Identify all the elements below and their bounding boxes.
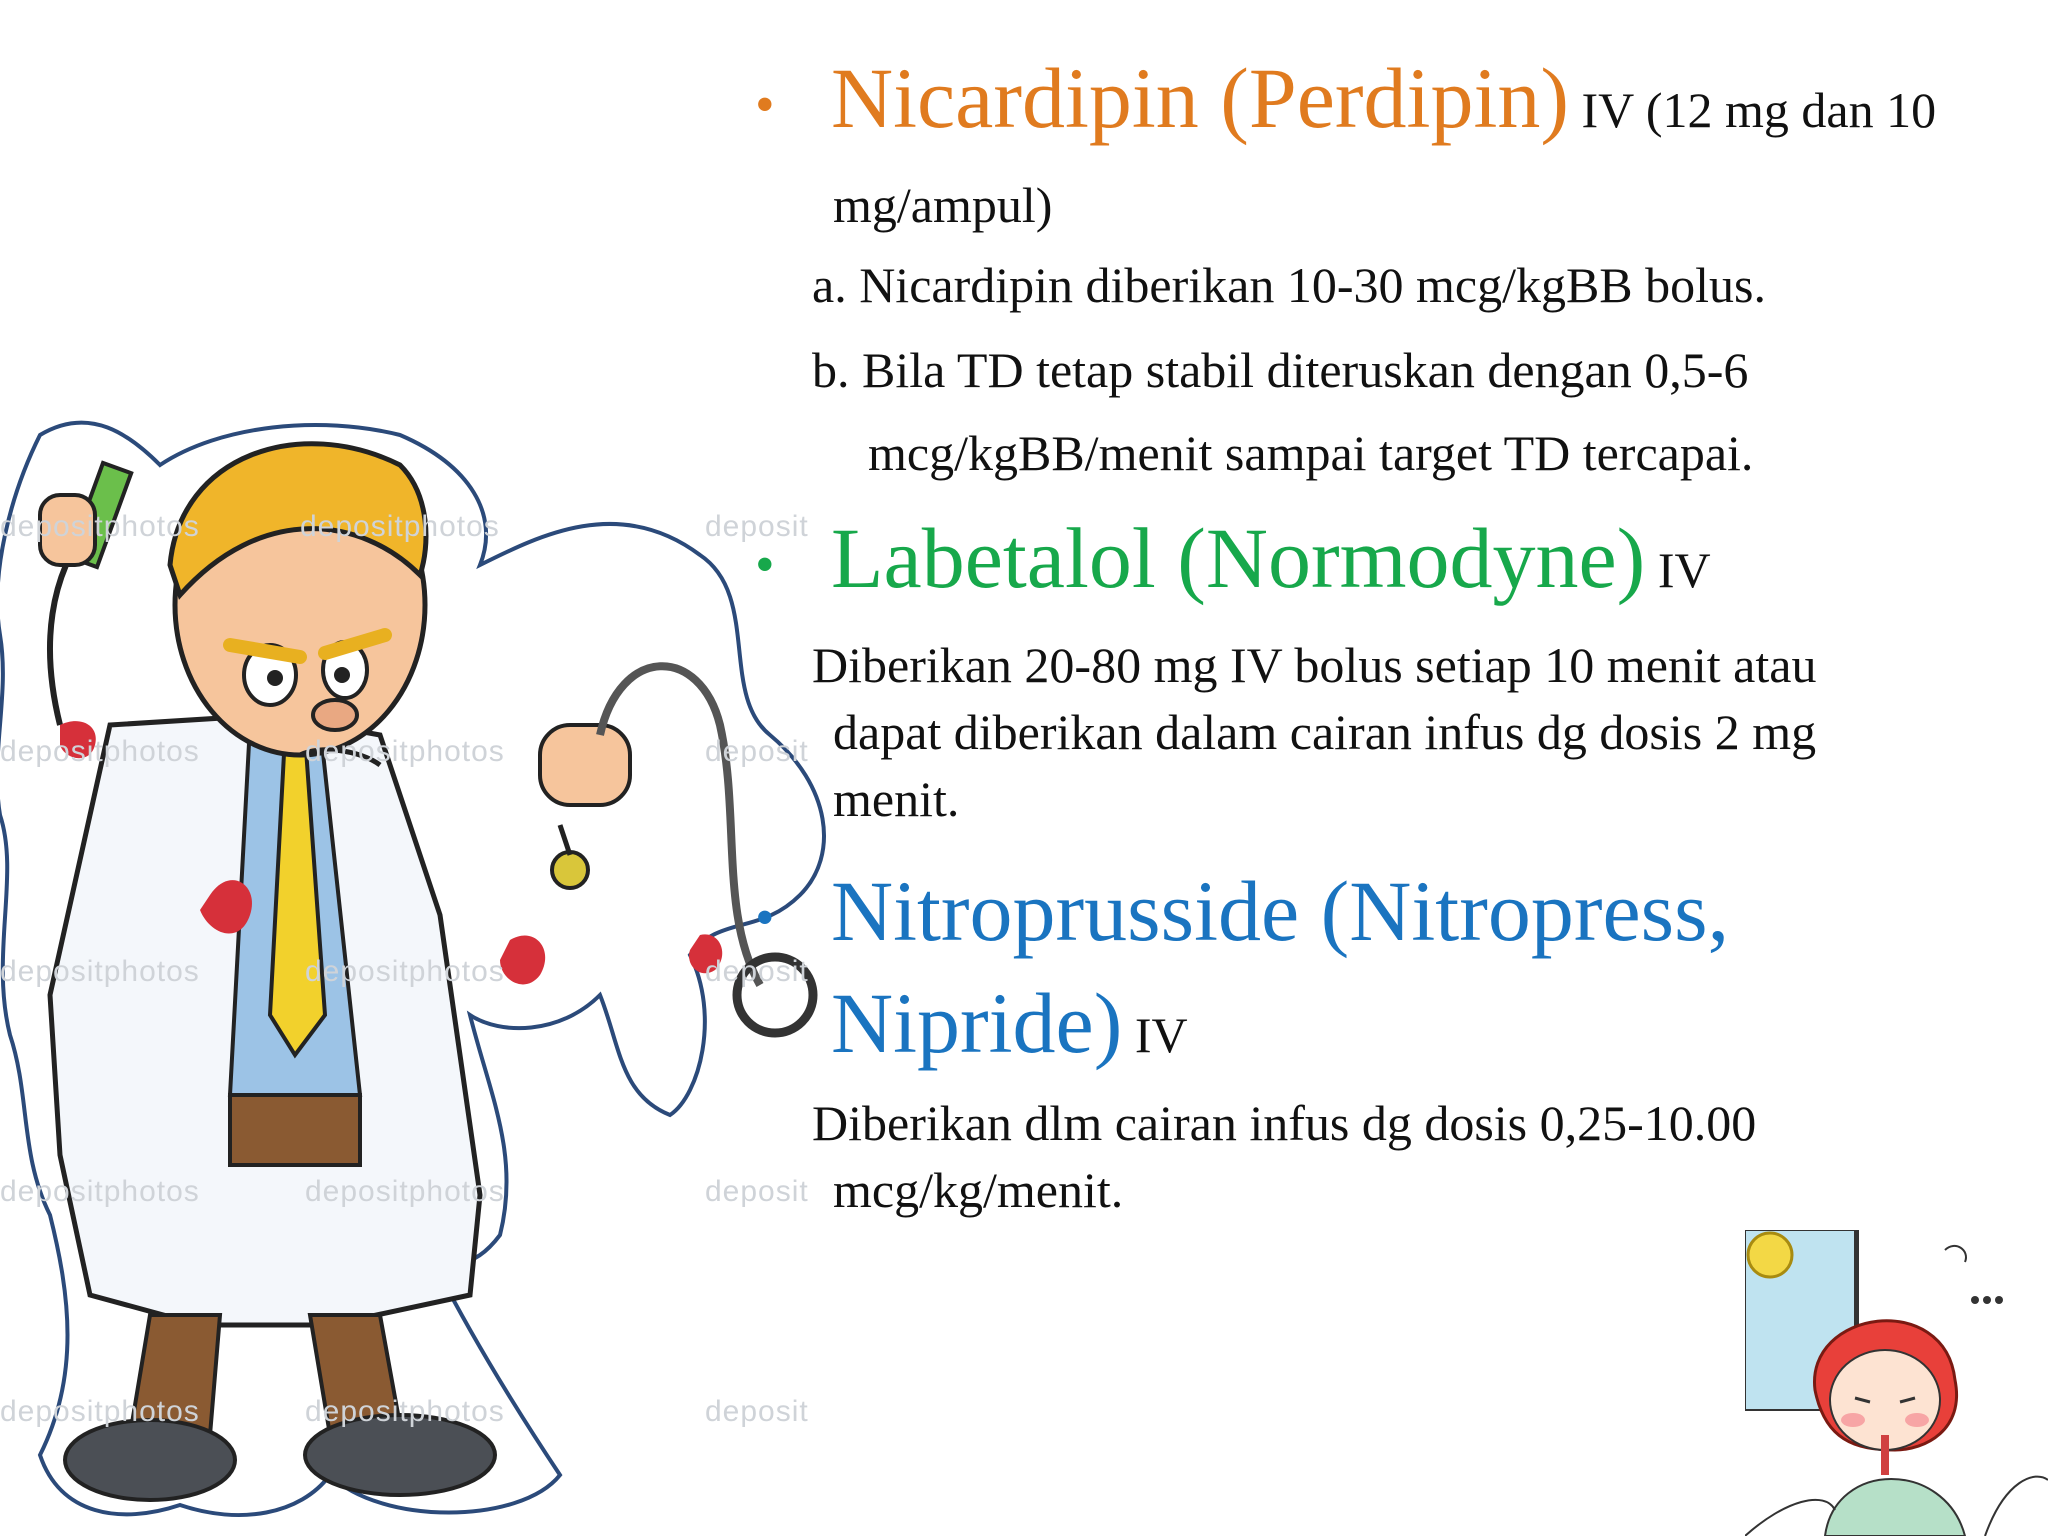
nitroprusside-desc-line2: mcg/kg/menit.: [833, 1162, 1124, 1218]
watermark: deposit: [705, 1395, 809, 1428]
watermark: depositphotos: [0, 510, 200, 543]
labetalol-route: IV: [1645, 542, 1711, 598]
watermark: depositphotos: [305, 955, 505, 988]
watermark: depositphotos: [305, 1175, 505, 1208]
watermark: depositphotos: [0, 735, 200, 768]
bullet: •: [755, 534, 775, 596]
watermark: deposit: [705, 735, 809, 768]
watermark: depositphotos: [305, 1395, 505, 1428]
watermark: depositphotos: [0, 955, 200, 988]
nicardipin-item-a: a. Nicardipin diberikan 10-30 mcg/kgBB bolus.: [812, 257, 1767, 313]
nitroprusside-heading-line2: [831, 975, 1188, 1071]
watermark: depositphotos: [305, 735, 505, 768]
nitroprusside-title-line2: Nipride): [831, 975, 1123, 1071]
nicardipin-title: Nicardipin (Perdipin): [831, 50, 1569, 146]
bullet: •: [755, 887, 775, 949]
watermark: depositphotos: [0, 1395, 200, 1428]
labetalol-desc-line2: dapat diberikan dalam cairan infus dg dosis 2 mg: [833, 704, 1817, 760]
watermark: deposit: [705, 510, 809, 543]
labetalol-desc-line3: menit.: [833, 771, 960, 827]
nicardipin-route: IV (12 mg dan 10: [1568, 82, 1937, 138]
nitroprusside-title-line1: Nitroprusside (Nitropress,: [831, 863, 1730, 959]
watermark: deposit: [705, 1175, 809, 1208]
nicardipin-item-b-line1: b. Bila TD tetap stabil diteruskan dengan 0,5-6: [812, 342, 1749, 398]
sick-girl-illustration: [1745, 1230, 2048, 1536]
watermark: depositphotos: [0, 1175, 200, 1208]
watermark: deposit: [705, 955, 809, 988]
watermark: depositphotos: [300, 510, 500, 543]
nitroprusside-desc-line1: Diberikan dlm cairan infus dg dosis 0,25-10.00: [812, 1095, 1757, 1151]
nicardipin-route-cont: mg/ampul): [833, 177, 1053, 233]
nitroprusside-route: IV: [1122, 1007, 1188, 1063]
bullet: •: [755, 74, 775, 136]
labetalol-desc-line1: Diberikan 20-80 mg IV bolus setiap 10 menit atau: [812, 637, 1817, 693]
nicardipin-item-b-line2: mcg/kgBB/menit sampai target TD tercapai.: [868, 425, 1754, 481]
labetalol-title: Labetalol (Normodyne): [831, 510, 1646, 606]
